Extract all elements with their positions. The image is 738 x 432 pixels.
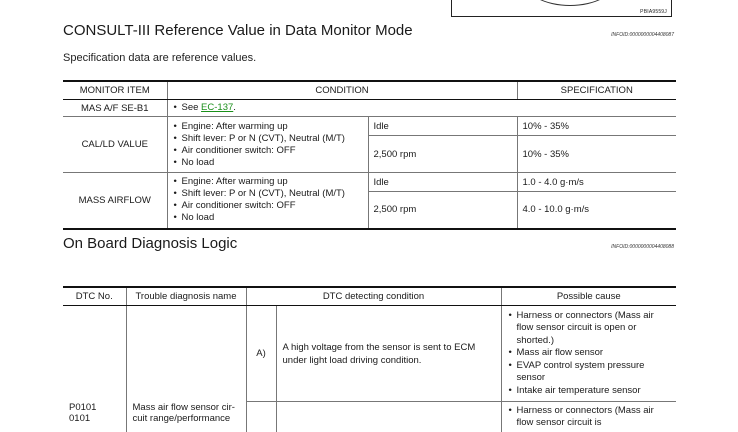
info-id-2: INFOID:0000000004408088 (611, 244, 674, 250)
monitor-item: CAL/LD VALUE (63, 117, 167, 173)
condition-cell (167, 100, 676, 117)
possible-cause-list (501, 306, 676, 402)
reference-link[interactable]: EC-137 (201, 102, 234, 113)
data-monitor-table (63, 80, 676, 230)
list-item: • Air conditioner switch: OFF (173, 200, 363, 212)
list-item: • Air conditioner switch: OFF (173, 145, 363, 157)
dtc-table (63, 286, 676, 432)
list-item: • No load (173, 212, 363, 224)
figure-drawing (524, 0, 616, 6)
detecting-condition (276, 402, 501, 432)
specification-note: Specification data are reference values. (63, 52, 257, 64)
header-dtc-no: DTC No. (63, 287, 126, 306)
list-item: • Intake air temperature sensor (508, 385, 671, 397)
spec-value: 4.0 - 10.0 g·m/s (517, 192, 676, 229)
figure-frame (451, 0, 672, 17)
engine-state: 2,500 rpm (368, 192, 517, 229)
list-item: • Shift lever: P or N (CVT), Neutral (M/T) (173, 188, 363, 200)
header-trouble-name: Trouble diagnosis name (126, 287, 246, 306)
spec-value: 1.0 - 4.0 g·m/s (517, 173, 676, 192)
list-item: • Shift lever: P or N (CVT), Neutral (M/T) (173, 133, 363, 145)
trouble-diagnosis-name: Mass air flow sensor cir-cuit range/performance (126, 306, 246, 432)
figure-id: PBIA9559J (640, 9, 667, 15)
section-title-diagnosis-logic: On Board Diagnosis Logic (63, 235, 238, 252)
list-item: • See EC-137. (173, 102, 672, 114)
table-row (63, 306, 676, 402)
table-row (63, 117, 676, 136)
header-possible-cause: Possible cause (501, 287, 676, 306)
list-item: • Engine: After warming up (173, 176, 363, 188)
table-row (63, 173, 676, 192)
monitor-item: MAS A/F SE-B1 (63, 100, 167, 117)
detecting-condition: A high voltage from the sensor is sent to ECM under light load driving condition. (276, 306, 501, 402)
list-item: • Harness or connectors (Mass air flow sensor circuit is open or shorted.) (508, 310, 671, 347)
engine-state: Idle (368, 117, 517, 136)
list-item: • Harness or connectors (Mass air flow sensor circuit is (508, 405, 671, 430)
list-item: • EVAP control system pressure sensor (508, 360, 671, 385)
table-header-row (63, 81, 676, 100)
monitor-item: MASS AIRFLOW (63, 173, 167, 229)
possible-cause-list (501, 402, 676, 432)
engine-state: Idle (368, 173, 517, 192)
condition-list (167, 117, 368, 173)
header-specification: SPECIFICATION (517, 81, 676, 100)
spec-value: 10% - 35% (517, 136, 676, 173)
header-detecting-condition: DTC detecting condition (246, 287, 501, 306)
condition-label (246, 402, 276, 432)
table-row (63, 100, 676, 117)
table-header-row (63, 287, 676, 306)
list-item: • Mass air flow sensor (508, 347, 671, 359)
header-monitor-item: MONITOR ITEM (63, 81, 167, 100)
condition-label: A) (246, 306, 276, 402)
dtc-number: P0101 0101 (63, 306, 126, 432)
section-title-reference-value: CONSULT-III Reference Value in Data Monitor Mode (63, 22, 413, 39)
header-condition: CONDITION (167, 81, 517, 100)
info-id-1: INFOID:0000000004408087 (611, 32, 674, 38)
list-item: • No load (173, 157, 363, 169)
spec-value: 10% - 35% (517, 117, 676, 136)
list-item: • Engine: After warming up (173, 121, 363, 133)
engine-state: 2,500 rpm (368, 136, 517, 173)
condition-list (167, 173, 368, 229)
